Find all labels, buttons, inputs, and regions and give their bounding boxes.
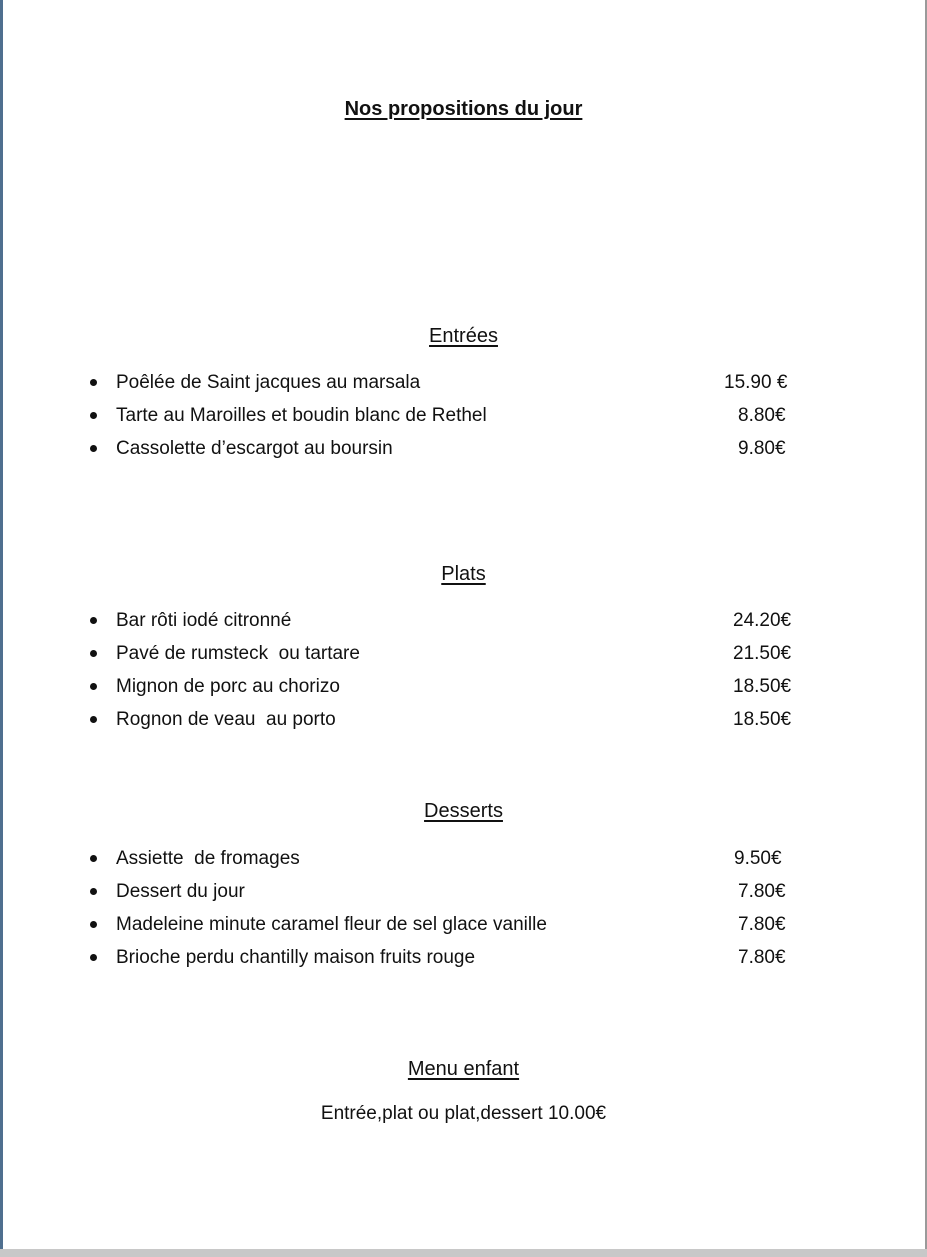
item-name: Madeleine minute caramel fleur de sel glace vanille <box>116 914 547 935</box>
window-bottom-edge <box>0 1249 927 1257</box>
entrees-list <box>88 366 818 465</box>
desserts-list <box>88 842 818 974</box>
item-price: 7.80€ <box>738 947 786 968</box>
item-name: Dessert du jour <box>116 881 245 902</box>
menu-item <box>88 366 818 399</box>
item-price: 21.50€ <box>733 643 792 664</box>
bullet-icon <box>90 954 97 961</box>
bullet-icon <box>90 855 97 862</box>
menu-item <box>88 432 818 465</box>
section-heading-desserts: Desserts <box>424 800 503 822</box>
bullet-icon <box>90 716 97 723</box>
item-name: Rognon de veau au porto <box>116 709 336 730</box>
item-name: Assiette de fromages <box>116 848 300 869</box>
page-title: Nos propositions du jour <box>344 98 583 120</box>
menu-item <box>88 703 818 736</box>
bullet-icon <box>90 921 97 928</box>
item-price: 18.50€ <box>733 676 792 697</box>
item-price: 15.90 € <box>724 372 788 393</box>
kids-menu-line: Entrée,plat ou plat,dessert 10.00€ <box>320 1103 607 1124</box>
item-name: Bar rôti iodé citronné <box>116 610 292 631</box>
plats-list <box>88 604 818 736</box>
menu-item <box>88 842 818 875</box>
item-price: 18.50€ <box>733 709 792 730</box>
item-price: 24.20€ <box>733 610 792 631</box>
item-name: Tarte au Maroilles et boudin blanc de Rethel <box>116 405 487 426</box>
menu-item <box>88 637 818 670</box>
item-name: Cassolette d’escargot au boursin <box>116 438 393 459</box>
menu-item <box>88 399 818 432</box>
menu-item <box>88 670 818 703</box>
bullet-icon <box>90 379 97 386</box>
section-heading-entrees: Entrées <box>429 325 498 347</box>
item-name: Brioche perdu chantilly maison fruits rouge <box>116 947 476 968</box>
bullet-icon <box>90 683 97 690</box>
item-price: 9.80€ <box>738 438 786 459</box>
item-price: 9.50€ <box>734 848 782 869</box>
item-name: Mignon de porc au chorizo <box>116 676 340 697</box>
menu-item <box>88 875 818 908</box>
item-price: 8.80€ <box>738 405 786 426</box>
section-heading-menu-enfant: Menu enfant <box>407 1058 520 1080</box>
menu-item <box>88 604 818 637</box>
menu-item <box>88 908 818 941</box>
item-price: 7.80€ <box>738 914 786 935</box>
bullet-icon <box>90 412 97 419</box>
item-name: Pavé de rumsteck ou tartare <box>116 643 360 664</box>
bullet-icon <box>90 888 97 895</box>
item-price: 7.80€ <box>738 881 786 902</box>
bullet-icon <box>90 650 97 657</box>
item-name: Poêlée de Saint jacques au marsala <box>116 372 421 393</box>
bullet-icon <box>90 445 97 452</box>
menu-item <box>88 941 818 974</box>
bullet-icon <box>90 617 97 624</box>
section-heading-plats: Plats <box>441 563 486 585</box>
